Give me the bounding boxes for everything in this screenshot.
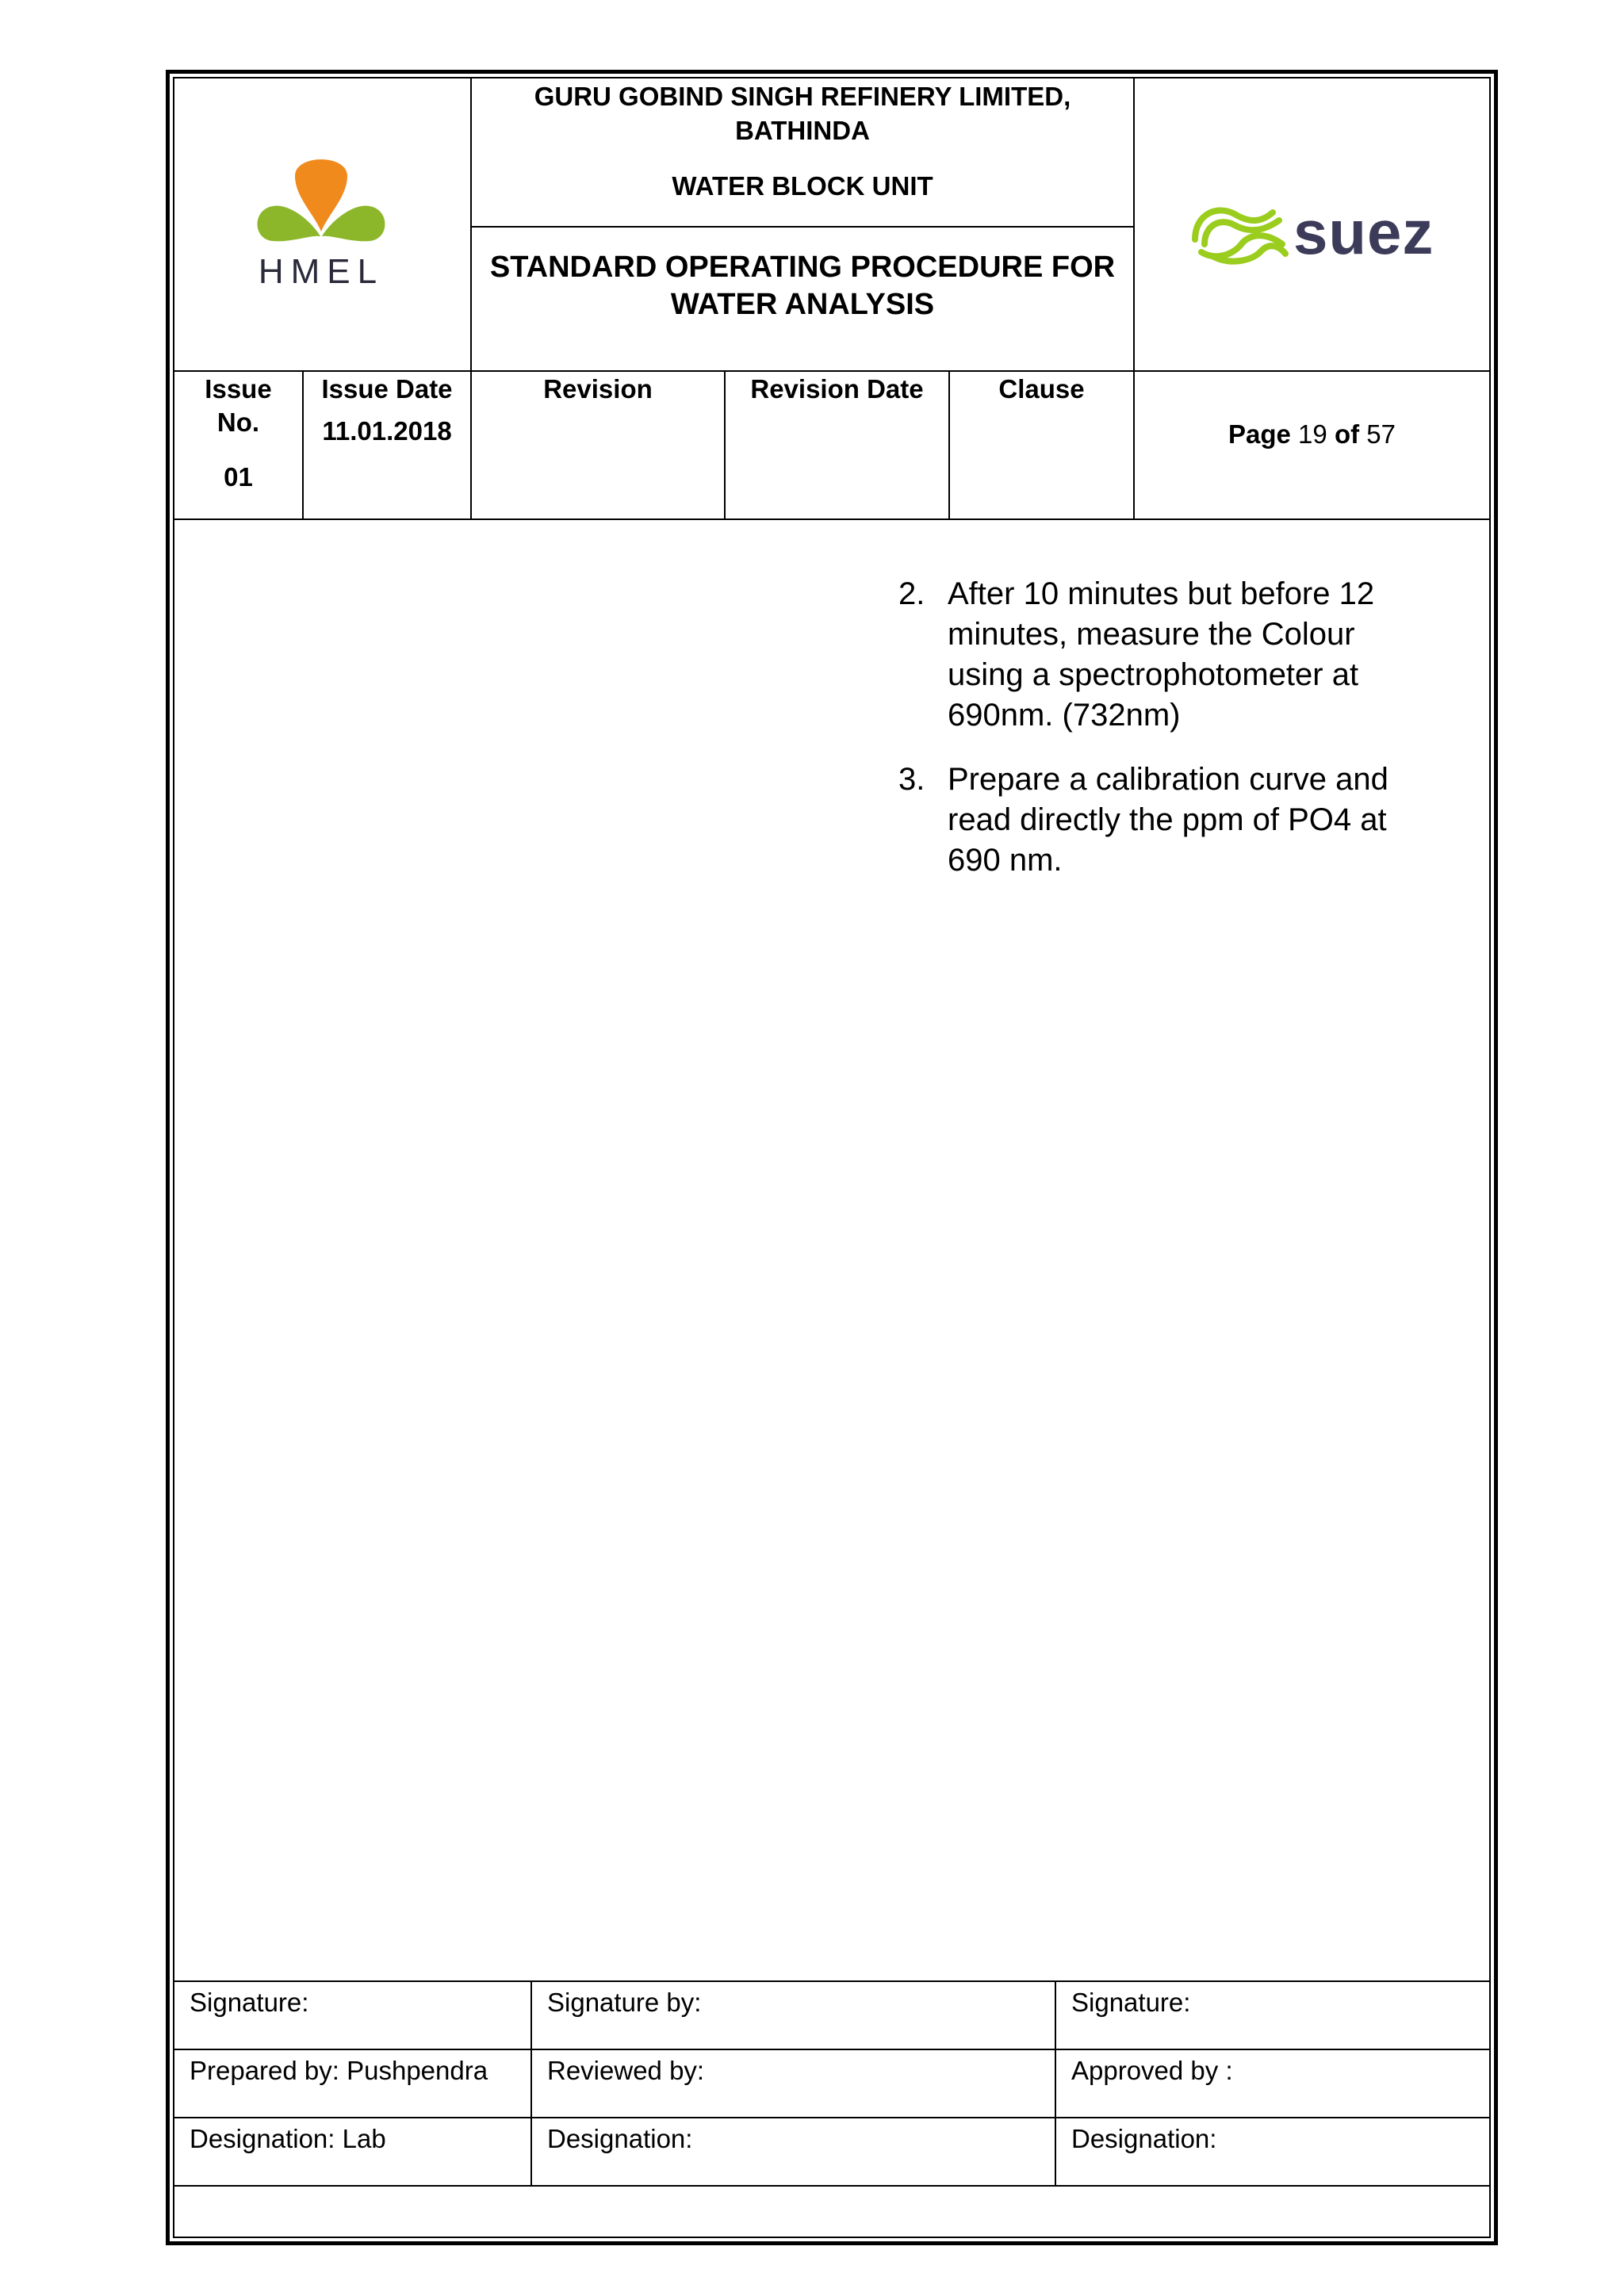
step-line: using a spectrophotometer at	[948, 657, 1359, 692]
issue-date-cell	[304, 373, 470, 448]
suez-logo	[1185, 190, 1455, 270]
header-bottom-rule	[173, 370, 1491, 372]
footer-rule-2	[173, 2117, 1491, 2118]
step-line: 690 nm.	[948, 843, 1063, 878]
footer-reviewed-designation: Designation:	[547, 2124, 693, 2153]
footer-approved-signature: Signature:	[1071, 1988, 1191, 2017]
footer-col-2	[1055, 1980, 1056, 2187]
company-name-line2: BATHINDA	[735, 116, 870, 145]
footer-rule-3	[173, 2185, 1491, 2187]
footer-prepared-signature: Signature:	[190, 1988, 309, 2017]
step-line: read directly the ppm of PO4 at	[948, 802, 1387, 837]
footer-prepared-designation: Designation: Lab	[190, 2124, 386, 2153]
step-item	[898, 574, 1485, 736]
footer-rule-1	[173, 2049, 1491, 2050]
clause-label: Clause	[998, 374, 1085, 404]
footer-reviewed-signature: Signature by:	[547, 1988, 702, 2017]
footer-prepared-by: Prepared by: Pushpendra	[190, 2056, 488, 2085]
step-line: After 10 minutes but before 12	[948, 576, 1375, 611]
document-title-line2: WATER ANALYSIS	[670, 288, 935, 321]
issue-date-value: 11.01.2018	[322, 416, 452, 446]
issue-no-label-line2: No.	[216, 408, 260, 437]
footer-reviewed-by: Reviewed by:	[547, 2056, 705, 2085]
footer-col-1	[530, 1980, 532, 2187]
footer-rule-top	[173, 1980, 1491, 1982]
header-mid-rule	[470, 226, 1135, 228]
document-title-line1: STANDARD OPERATING PROCEDURE FOR	[489, 251, 1116, 284]
revision-label: Revision	[543, 374, 653, 404]
hmel-logo-text: HMEL	[258, 252, 385, 291]
footer-approved-by: Approved by :	[1071, 2056, 1233, 2085]
suez-swirl-icon	[1185, 190, 1293, 270]
footer-approved-designation: Designation:	[1071, 2124, 1217, 2153]
company-name-line1: GURU GOBIND SINGH REFINERY LIMITED,	[534, 82, 1071, 111]
page-current: 19	[1298, 419, 1327, 449]
document-title	[472, 249, 1133, 323]
issue-no-label-line1: Issue	[205, 374, 272, 404]
issue-no-value: 01	[224, 462, 253, 492]
step-number: 3.	[898, 762, 925, 797]
company-name	[472, 79, 1133, 147]
step-line: Prepare a calibration curve and	[948, 762, 1388, 797]
issue-no-cell	[174, 373, 302, 494]
unit-name: WATER BLOCK UNIT	[672, 171, 933, 201]
suez-logo-text: suez	[1293, 197, 1434, 267]
meta-bottom-rule	[173, 519, 1491, 520]
page-word: Page	[1228, 419, 1291, 449]
step-number: 2.	[898, 576, 925, 611]
step-item	[898, 760, 1485, 881]
procedure-steps	[898, 574, 1485, 905]
page-number	[1135, 418, 1489, 451]
issue-date-label: Issue Date	[321, 374, 453, 404]
header-divider-right	[1133, 77, 1135, 520]
step-line: minutes, measure the Colour	[948, 617, 1355, 652]
hmel-logo	[238, 135, 404, 293]
step-line: 690nm. (732nm)	[948, 698, 1181, 733]
page-total: 57	[1366, 419, 1396, 449]
revision-date-label: Revision Date	[750, 374, 924, 404]
page-of-word: of	[1334, 419, 1360, 449]
